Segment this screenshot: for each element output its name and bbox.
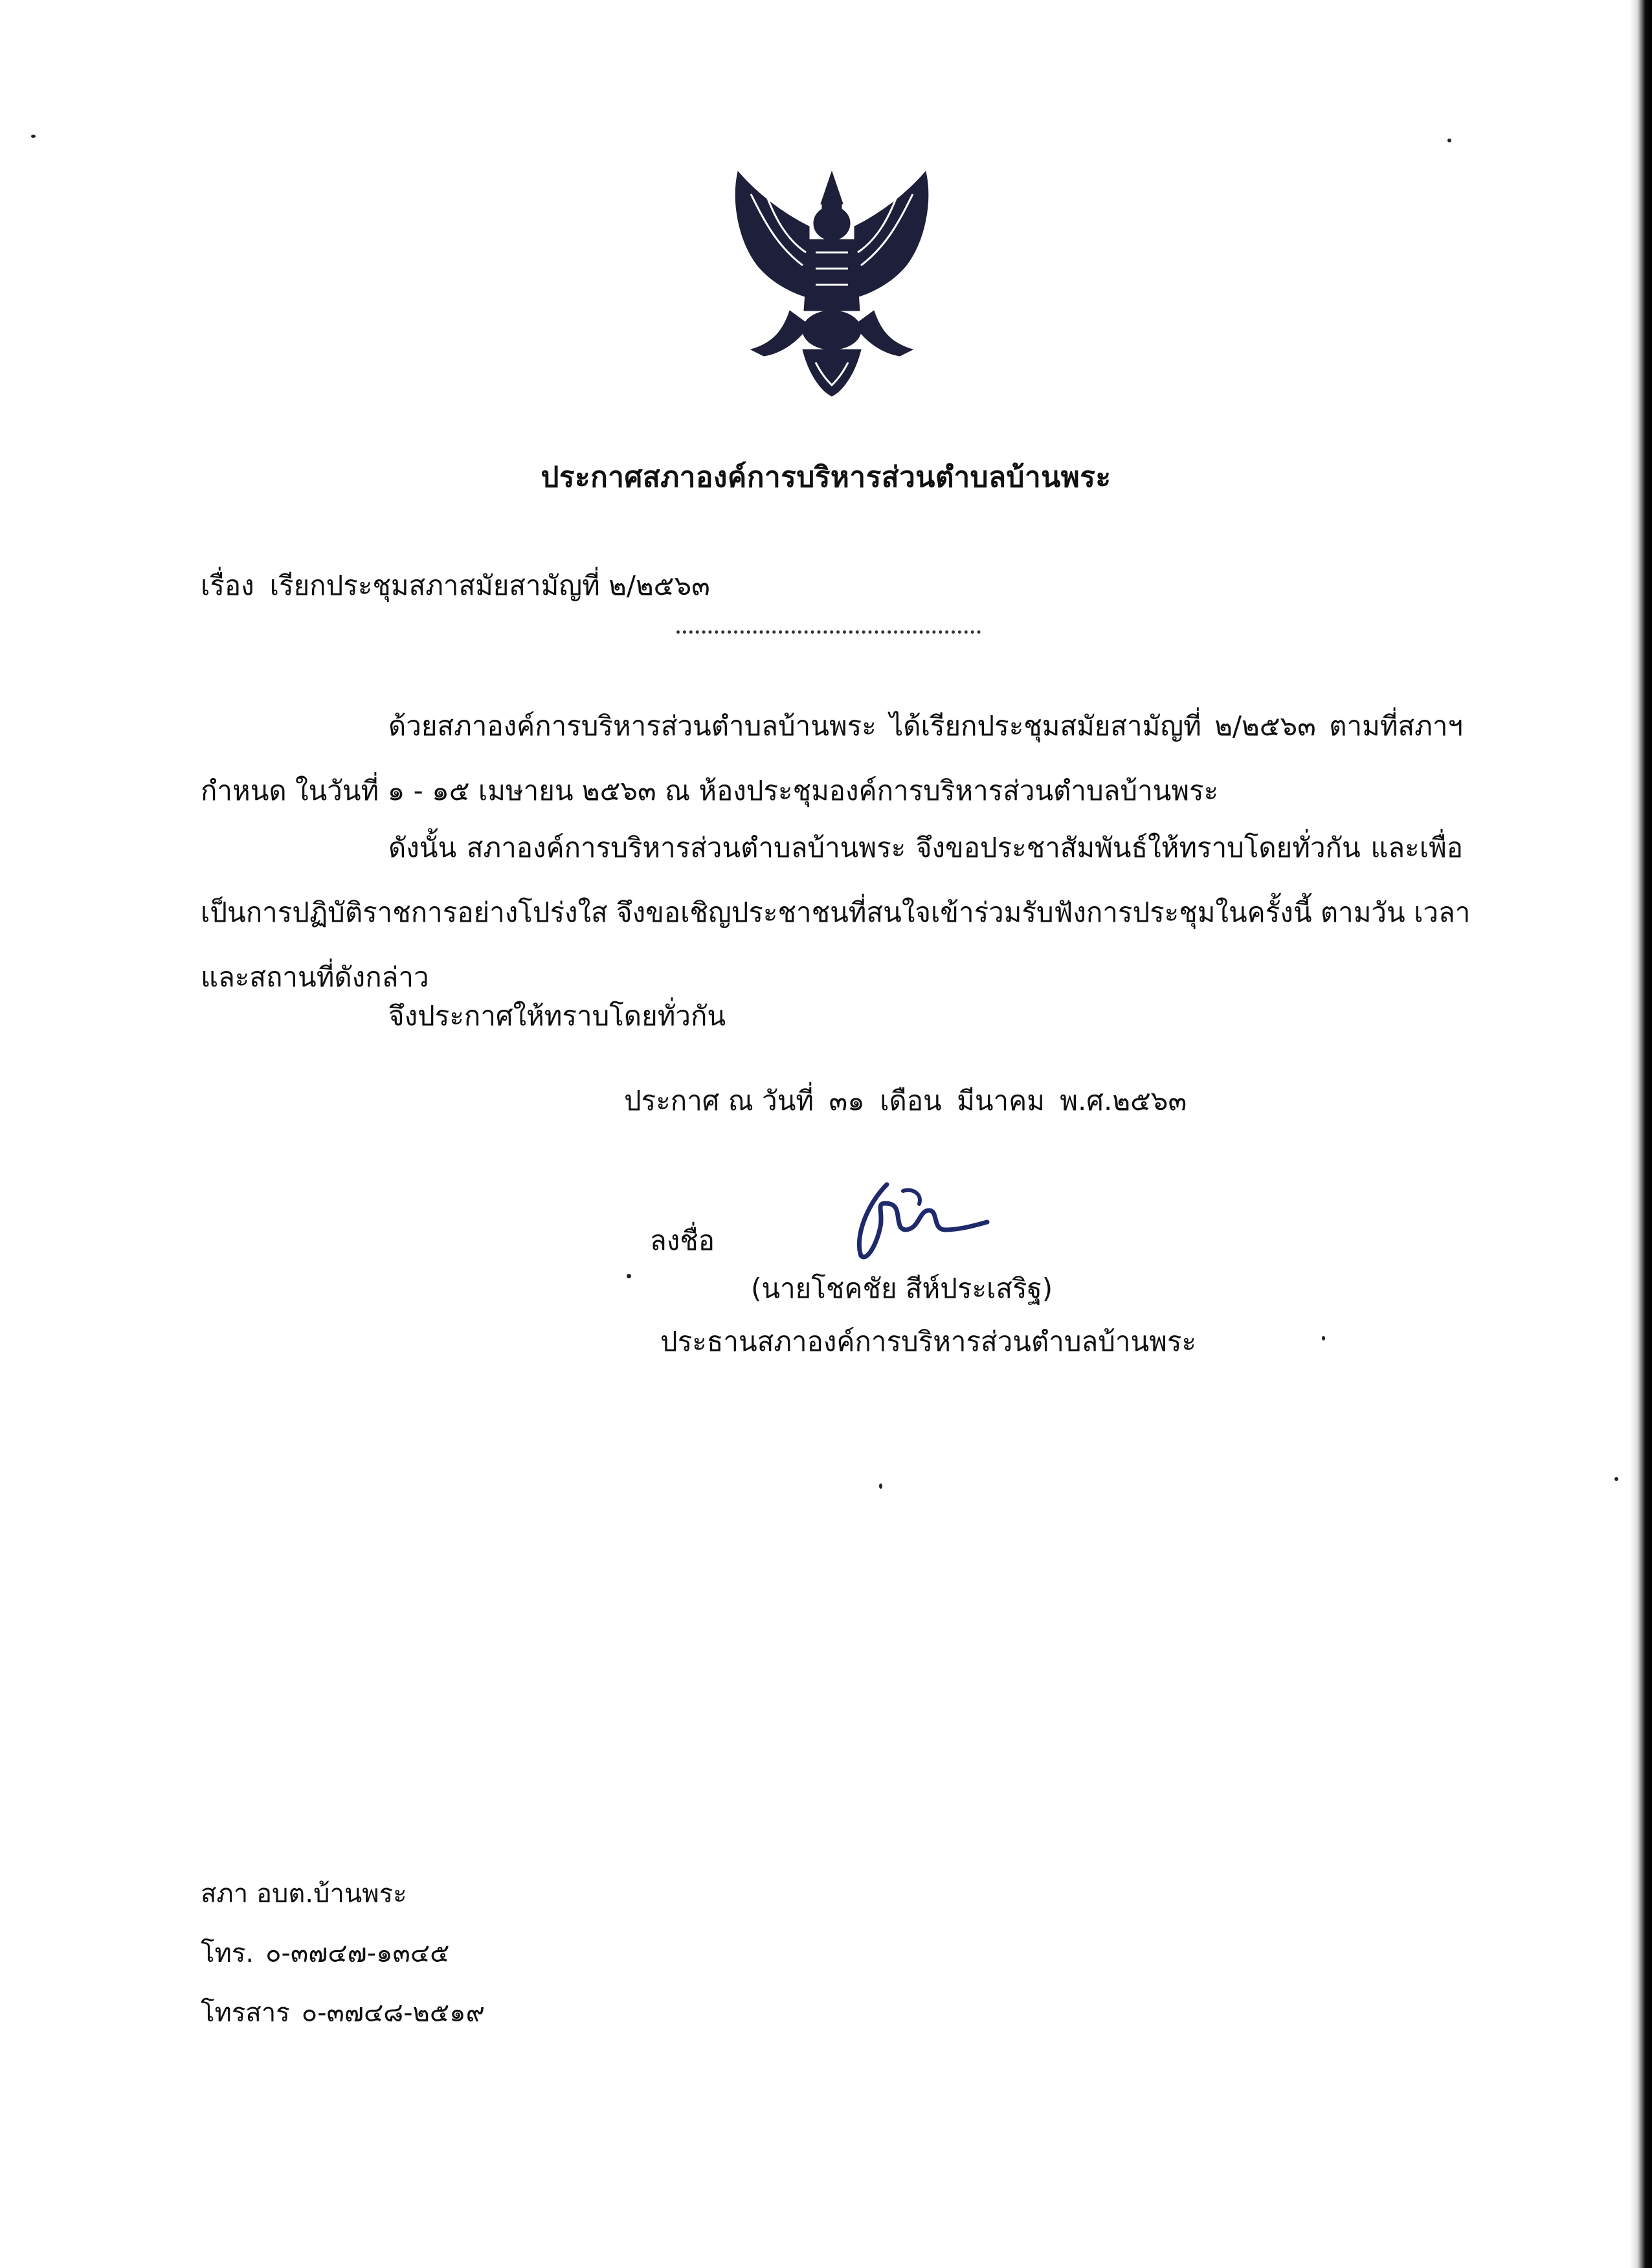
handwritten-signature-icon (842, 1165, 990, 1269)
announcement-title: ประกาศสภาองค์การบริหารส่วนตำบลบ้านพระ (541, 461, 1111, 494)
subject-line (201, 564, 710, 607)
paragraph-line: ดังนั้น สภาองค์การบริหารส่วนตำบลบ้านพระ จึงขอประชาสัมพันธ์ให้ทราบโดยทั่วกัน และเพื่อ (388, 832, 1463, 863)
date-month: มีนาคม (957, 1085, 1045, 1117)
scan-speck (1447, 139, 1451, 142)
fax-number: ๐-๓๗๔๘-๒๕๑๙ (301, 1998, 485, 2028)
phone-label: โทร. (201, 1939, 254, 1968)
paragraph-line: และสถานที่ดังกล่าว (201, 961, 429, 993)
date-prefix: ประกาศ ณ วันที่ (624, 1085, 814, 1117)
date-year: พ.ศ.๒๕๖๓ (1060, 1085, 1187, 1117)
paragraph-publicity (201, 816, 1471, 1010)
paragraph-line: เป็นการปฏิบัติราชการอย่างโปร่งใส จึงขอเชิญประชาชนที่สนใจเข้าร่วมรับฟังการประชุมในครั้งนี้ ตามวัน เวลา (201, 896, 1471, 928)
paragraph-line: กำหนด ในวันที่ ๑ - ๑๕ เมษายน ๒๕๖๓ ณ ห้องประชุมองค์การบริหารส่วนตำบลบ้านพระ (201, 775, 1219, 806)
date-day: ๓๑ (829, 1085, 865, 1117)
contact-footer (201, 1864, 485, 2043)
signatory-position: ประธานสภาองค์การบริหารส่วนตำบลบ้านพระ (660, 1326, 1197, 1357)
footer-org: สภา อบต.บ้านพระ (201, 1879, 407, 1909)
scan-edge-shadow (1630, 0, 1652, 2268)
scan-speck (879, 1484, 882, 1489)
phone-number: ๐-๓๗๔๗-๑๓๔๕ (265, 1939, 450, 1968)
footer-fax (201, 1983, 485, 2043)
paragraph-line: ด้วยสภาองค์การบริหารส่วนตำบลบ้านพระ ได้เรียกประชุมสมัยสามัญที่ ๒/๒๕๖๓ ตามที่สภาฯ (388, 710, 1463, 742)
signature-label: ลงชื่อ (650, 1225, 715, 1256)
paragraph-intro (201, 694, 1463, 823)
dotted-separator (676, 630, 981, 634)
announcement-date (624, 1080, 1193, 1122)
subject-label: เรื่อง (201, 570, 254, 601)
paragraph-line: จึงประกาศให้ทราบโดยทั่วกัน (388, 1000, 726, 1032)
fax-label: โทรสาร (201, 1998, 290, 2028)
date-month-label: เดือน (880, 1085, 942, 1117)
scan-speck (31, 135, 36, 138)
scan-speck (627, 1274, 631, 1278)
subject-text: เรียกประชุมสภาสมัยสามัญที่ ๒/๒๕๖๓ (269, 570, 710, 601)
garuda-emblem-icon (712, 155, 952, 401)
scan-speck (1614, 1477, 1618, 1481)
signatory-name: (นายโชคชัย สีห์ประเสริฐ) (751, 1273, 1053, 1304)
footer-phone (201, 1924, 485, 1983)
paragraph-closing (201, 984, 1463, 1049)
scan-speck (1322, 1336, 1325, 1340)
